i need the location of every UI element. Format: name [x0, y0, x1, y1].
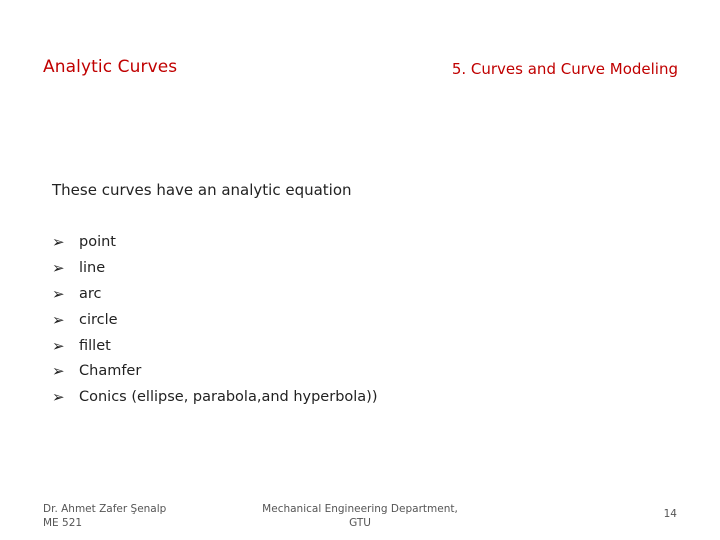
footer-course: ME 521 [43, 517, 83, 529]
footer-author-block [43, 502, 166, 530]
list-item-text: point [79, 234, 116, 250]
list-item [52, 285, 378, 311]
page-number: 14 [663, 508, 677, 520]
arrow-bullet-icon: ➢ [52, 310, 65, 329]
arrow-bullet-icon: ➢ [52, 388, 65, 407]
arrow-bullet-icon: ➢ [52, 258, 65, 277]
list-item-text: circle [79, 311, 118, 328]
list-item [52, 233, 378, 259]
list-item [52, 259, 378, 285]
list-item [52, 362, 378, 388]
list-item [52, 337, 378, 363]
list-item-text: line [79, 259, 106, 276]
list-item-text: Conics (ellipse, parabola,and hyperbola)) [79, 389, 378, 406]
footer-institution: GTU [349, 517, 371, 529]
footer-author: Dr. Ahmet Zafer Şenalp [43, 503, 167, 515]
list-item-text: Chamfer [79, 363, 142, 380]
list-item [52, 388, 378, 414]
arrow-bullet-icon: ➢ [52, 233, 65, 251]
arrow-bullet-icon: ➢ [52, 284, 65, 303]
slide-title: Analytic Curves [43, 57, 178, 77]
footer-department: Mechanical Engineering Department, [262, 503, 458, 515]
list-item-text: fillet [79, 337, 111, 354]
list-item [52, 311, 378, 337]
arrow-bullet-icon: ➢ [52, 336, 65, 355]
footer-department-block [250, 502, 470, 530]
bullet-list [52, 233, 378, 414]
list-item-text: arc [79, 285, 102, 302]
arrow-bullet-icon: ➢ [52, 362, 65, 381]
chapter-title: 5. Curves and Curve Modeling [451, 60, 678, 78]
intro-text: These curves have an analytic equation [52, 181, 352, 199]
